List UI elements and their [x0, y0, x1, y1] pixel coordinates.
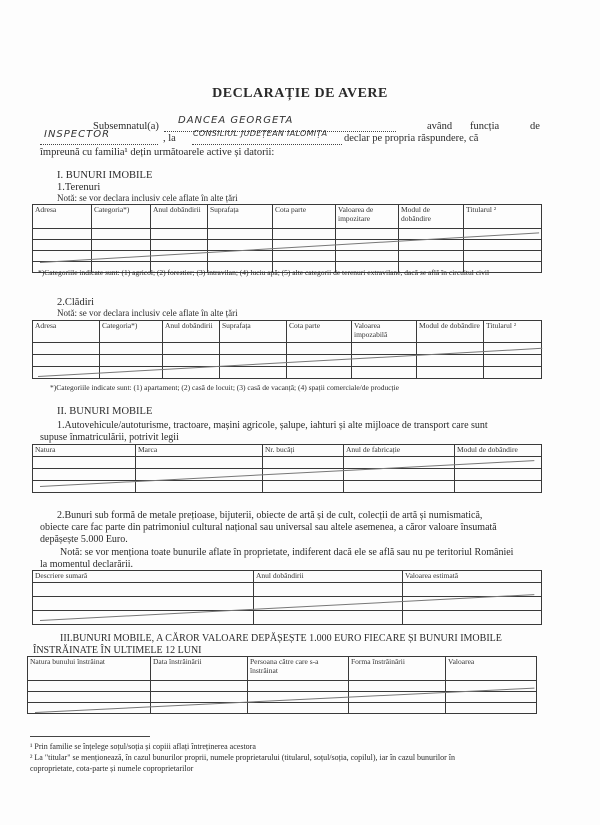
terenuri-note: Notă: se vor declara inclusiv cele aflate în alte țări	[57, 193, 238, 203]
table-row	[33, 355, 542, 367]
subsemnatul-label: Subsemnatul(a)	[93, 121, 159, 132]
col-categoria: Categoria*)	[92, 205, 151, 229]
institution-field-line	[192, 144, 342, 145]
de-label: de	[530, 121, 540, 132]
terenuri-header-row	[33, 205, 542, 229]
footnote-2-cont: coproprietate, cota-parte și numele coproprietarilor	[30, 764, 194, 773]
terenuri-heading: 1.Terenuri	[57, 182, 101, 193]
footnote-1: ¹ Prin familie se înțelege soțul/soția și copiii aflați întreținerea acestora	[30, 742, 256, 751]
col-adresa: Adresa	[33, 321, 100, 343]
terenuri-footnote: *)Categoriile indicate sunt: (1) agricol; (2) forestier; (3) intravilan; (4) luciu apă; (5) alte categorii de terenuri extravilane, dacă se află în circuitul civil	[38, 268, 490, 277]
section-3-heading-1: III.BUNURI MOBILE, A CĂROR VALOARE DEPĂȘEȘTE 1.000 EURO FIECARE ȘI BUNURI IMOBILE	[60, 633, 502, 644]
valuables-note-2: la momentul declarării.	[40, 559, 134, 570]
col-anul-fabricatie: Anul de fabricație	[344, 445, 455, 457]
valuables-header-row	[33, 571, 542, 583]
valuables-text-1: 2.Bunuri sub formă de metale prețioase, bijuterii, obiecte de artă și de cult, colecții de artă și numismatică,	[57, 510, 483, 521]
page-title: DECLARAȚIE DE AVERE	[212, 86, 388, 101]
col-nr-bucati: Nr. bucăți	[263, 445, 344, 457]
col-cota: Cota parte	[273, 205, 336, 229]
cladiri-heading: 2.Clădiri	[57, 297, 95, 308]
valuables-text-3: depășește 5.000 Euro.	[40, 534, 128, 545]
footnote-2: ² La "titular" se menționează, în cazul bunurilor proprii, numele proprietarului (titularul, soțul/soția, copilul), iar în cazul bunurilor în	[30, 753, 456, 762]
col-modul: Modul de dobândire	[399, 205, 464, 229]
col-anul: Anul dobândirii	[151, 205, 208, 229]
table-row	[33, 611, 542, 625]
col-suprafata: Suprafața	[220, 321, 287, 343]
col-valoarea: Valoarea estimată	[403, 571, 542, 583]
cladiri-note: Notă: se vor declara inclusiv cele aflate în alte țări	[57, 308, 238, 318]
col-persoana: Persoana către care s-a înstrăinat	[248, 657, 349, 681]
declarant-name: DANCEA GEORGETA	[178, 115, 294, 126]
table-row	[33, 229, 542, 240]
section-3-heading-2: ÎNSTRĂINATE ÎN ULTIMELE 12 LUNI	[33, 645, 202, 656]
col-adresa: Adresa	[33, 205, 92, 229]
functia-label: funcția	[470, 121, 500, 132]
cladiri-header-row	[33, 321, 542, 343]
col-categoria: Categoria*)	[100, 321, 163, 343]
vehicles-text-1: 1.Autovehicule/autoturisme, tractoare, mașini agricole, șalupe, iahturi și alte mijloace de transport care sunt	[57, 420, 488, 431]
col-titularul: Titularul ²	[484, 321, 542, 343]
table-row	[33, 251, 542, 262]
declarant-institution: CONSILIUL JUDEȚEAN IALOMIȚA	[193, 129, 328, 138]
col-valoarea: Valoarea	[446, 657, 537, 681]
valuables-note-1: Notă: se vor menționa toate bunurile aflate în proprietate, indiferent dacă ele se află sau nu pe teritoriul României	[60, 547, 514, 558]
col-valoarea: Valoarea de impozitare	[336, 205, 399, 229]
valuables-text-2: obiecte care fac parte din patrimoniul cultural național sau universal sau altele asemenea, a căror valoare însumată	[40, 522, 497, 533]
table-row	[28, 681, 537, 692]
table-row	[33, 469, 542, 481]
col-cota: Cota parte	[287, 321, 352, 343]
table-row	[33, 457, 542, 469]
col-titularul: Titularul ²	[464, 205, 542, 229]
declarant-function: INSPECTOR	[44, 129, 111, 140]
col-descriere: Descriere sumară	[33, 571, 254, 583]
col-data: Data înstrăinării	[151, 657, 248, 681]
col-modul: Modul de dobândire	[455, 445, 542, 457]
vehicles-header-row	[33, 445, 542, 457]
cladiri-footnote: *)Categoriile indicate sunt: (1) apartament; (2) casă de locuit; (3) casă de vacanță; (4) spații comerciale/de producție	[50, 383, 400, 392]
col-natura: Natura bunului înstrăinat	[28, 657, 151, 681]
col-natura: Natura	[33, 445, 136, 457]
vehicles-table	[32, 444, 542, 493]
function-field-line	[40, 144, 158, 145]
alienated-table	[27, 656, 537, 714]
section-1-heading: I. BUNURI IMOBILE	[57, 170, 153, 181]
terenuri-table	[32, 204, 542, 273]
col-suprafata: Suprafața	[208, 205, 273, 229]
col-anul: Anul dobândirii	[254, 571, 403, 583]
alienated-header-row	[28, 657, 537, 681]
intro-line-2: împreună cu familia¹ dețin următoarele active și datorii:	[40, 147, 275, 158]
section-2-heading: II. BUNURI MOBILE	[57, 406, 153, 417]
col-forma: Forma înstrăinării	[349, 657, 446, 681]
col-marca: Marca	[136, 445, 263, 457]
table-row	[33, 583, 542, 597]
col-modul: Modul de dobândire	[417, 321, 484, 343]
cladiri-table	[32, 320, 542, 379]
la-label: , la	[163, 133, 176, 144]
table-row	[33, 240, 542, 251]
col-valoarea: Valoarea impozabilă	[352, 321, 417, 343]
footnote-divider	[30, 736, 150, 737]
declar-text: declar pe propria răspundere, că	[344, 133, 479, 144]
avand-label: având	[427, 121, 453, 132]
vehicles-text-2: supuse înmatriculării, potrivit legii	[40, 432, 179, 443]
col-anul: Anul dobândirii	[163, 321, 220, 343]
